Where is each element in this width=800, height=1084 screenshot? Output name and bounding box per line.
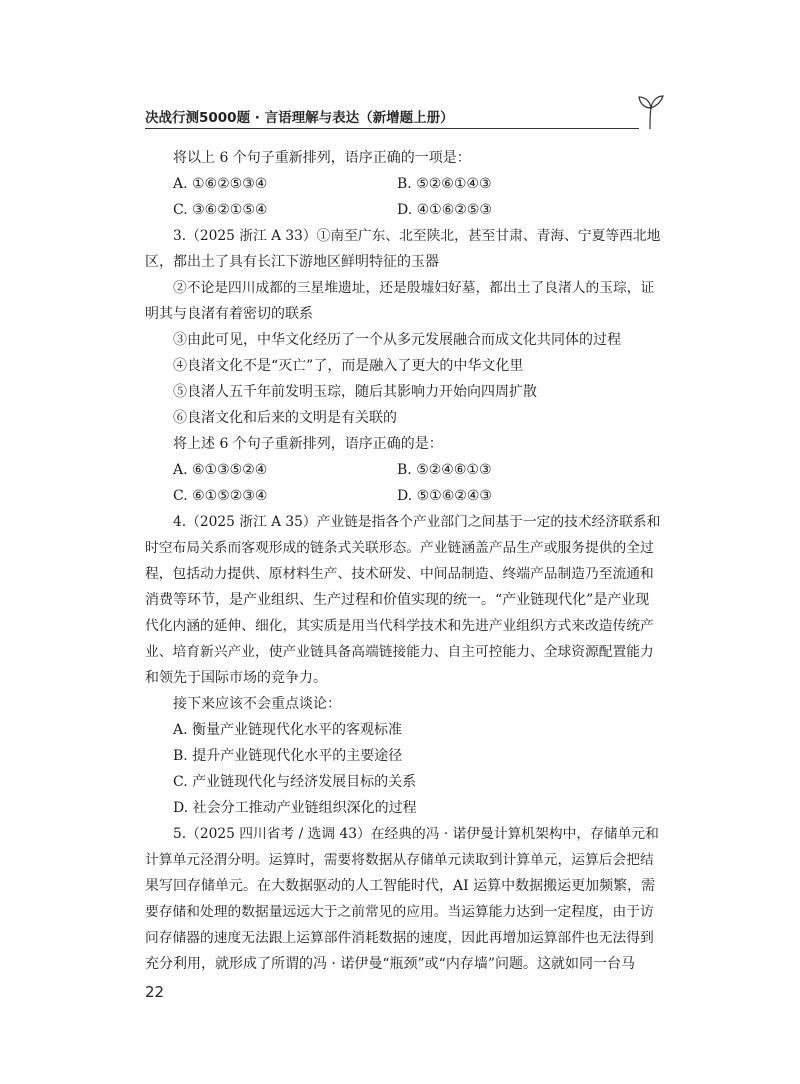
- q4-line: 时空布局关系而客观形成的链条式关联形态。产业链涵盖产品生产或服务提供的全过: [145, 540, 654, 556]
- q4-line: 程，包括动力提供、原材料生产、技术研发、中间品制造、终端产品制造乃至流通和: [145, 566, 654, 582]
- q2-option-a: A. ①⑥②⑤③④: [173, 176, 268, 192]
- page-number: 22: [145, 983, 165, 1001]
- q4-prompt: 接下来应该不会重点谈论：: [173, 696, 341, 712]
- q3-line: ②不论是四川成都的三星堆遗址，还是殷墟妇好墓，都出土了良渚人的玉琮，证: [173, 280, 655, 296]
- header-rule: [145, 128, 639, 129]
- sprout-icon: [636, 94, 666, 130]
- q2-option-d: D. ④①⑥②⑤③: [397, 202, 492, 218]
- q4-line: 和领先于国际市场的竞争力。: [145, 670, 327, 686]
- q5-line: 充分利用，就形成了所谓的冯 · 诺伊曼“瓶颈”或“内存墙”问题。这就如同一台马: [145, 956, 635, 972]
- q3-options-row-2: [145, 483, 660, 509]
- q4-option-d: D. 社会分工推动产业链组织深化的过程: [173, 800, 417, 816]
- running-header: 决战行测5000题 · 言语理解与表达（新增题上册）: [145, 110, 454, 126]
- q3-line: 明其与良渚有着密切的联系: [145, 306, 313, 322]
- q2-options-row-2: [145, 197, 660, 223]
- q3-option-c: C. ⑥①⑤②③④: [173, 488, 268, 504]
- q3-line: ⑤良渚人五千年前发明玉琮，随后其影响力开始向四周扩散: [173, 384, 537, 400]
- q5-line: 要存储和处理的数据量远远大于之前常见的应用。当运算能力达到一定程度，由于访: [145, 904, 654, 920]
- q3-option-a: A. ⑥①③⑤②④: [173, 462, 268, 478]
- q2-option-b: B. ⑤②⑥①④③: [397, 176, 492, 192]
- q3-line: 3.（2025 浙江 A 33）①南至广东、北至陕北，甚至甘肃、青海、宁夏等西北地: [173, 228, 661, 244]
- q5-line: 5.（2025 四川省考 / 选调 43）在经典的冯 · 诺伊曼计算机架构中，存储单元和: [173, 826, 659, 842]
- q2-prompt: 将以上 6 个句子重新排列，语序正确的一项是：: [173, 150, 471, 166]
- q4-option-c: C. 产业链现代化与经济发展目标的关系: [173, 774, 417, 790]
- q3-prompt: 将上述 6 个句子重新排列，语序正确的是：: [173, 436, 443, 452]
- q5-line: 问存储器的速度无法跟上运算部件消耗数据的速度，因此再增加运算部件也无法得到: [145, 930, 654, 946]
- q3-option-d: D. ⑤①⑥②④③: [397, 488, 492, 504]
- q3-line: ③由此可见，中华文化经历了一个从多元发展融合而成文化共同体的过程: [173, 332, 621, 348]
- q2-options-row-1: [145, 171, 660, 197]
- q3-line: 区，都出土了具有长江下游地区鲜明特征的玉器: [145, 254, 439, 270]
- q4-option-a: A. 衡量产业链现代化水平的客观标准: [173, 722, 403, 738]
- q4-option-b: B. 提升产业链现代化水平的主要途径: [173, 748, 403, 764]
- q5-line: 果写回存储单元。在大数据驱动的人工智能时代，AI 运算中数据搬运更加频繁，需: [145, 878, 656, 894]
- page-body: [145, 145, 660, 977]
- q3-option-b: B. ⑤②④⑥①③: [397, 462, 492, 478]
- q4-line: 消费等环节，是产业组织、生产过程和价值实现的统一。“产业链现代化”是产业现: [145, 592, 650, 608]
- q3-options-row-1: [145, 457, 660, 483]
- q3-line: ⑥良渚文化和后来的文明是有关联的: [173, 410, 397, 426]
- q5-line: 计算单元泾渭分明。运算时，需要将数据从存储单元读取到计算单元，运算后会把结: [145, 852, 654, 868]
- q2-option-c: C. ③⑥②①⑤④: [173, 202, 268, 218]
- q4-line: 业、培育新兴产业，使产业链具备高端链接能力、自主可控能力、全球资源配置能力: [145, 644, 654, 660]
- q4-line: 代化内涵的延伸、细化，其实质是用当代科学技术和先进产业组织方式来改造传统产: [145, 618, 654, 634]
- q3-line: ④良渚文化不是“灭亡”了，而是融入了更大的中华文化里: [173, 358, 524, 374]
- q4-line: 4.（2025 浙江 A 35）产业链是指各个产业部门之间基于一定的技术经济联系和: [173, 514, 661, 530]
